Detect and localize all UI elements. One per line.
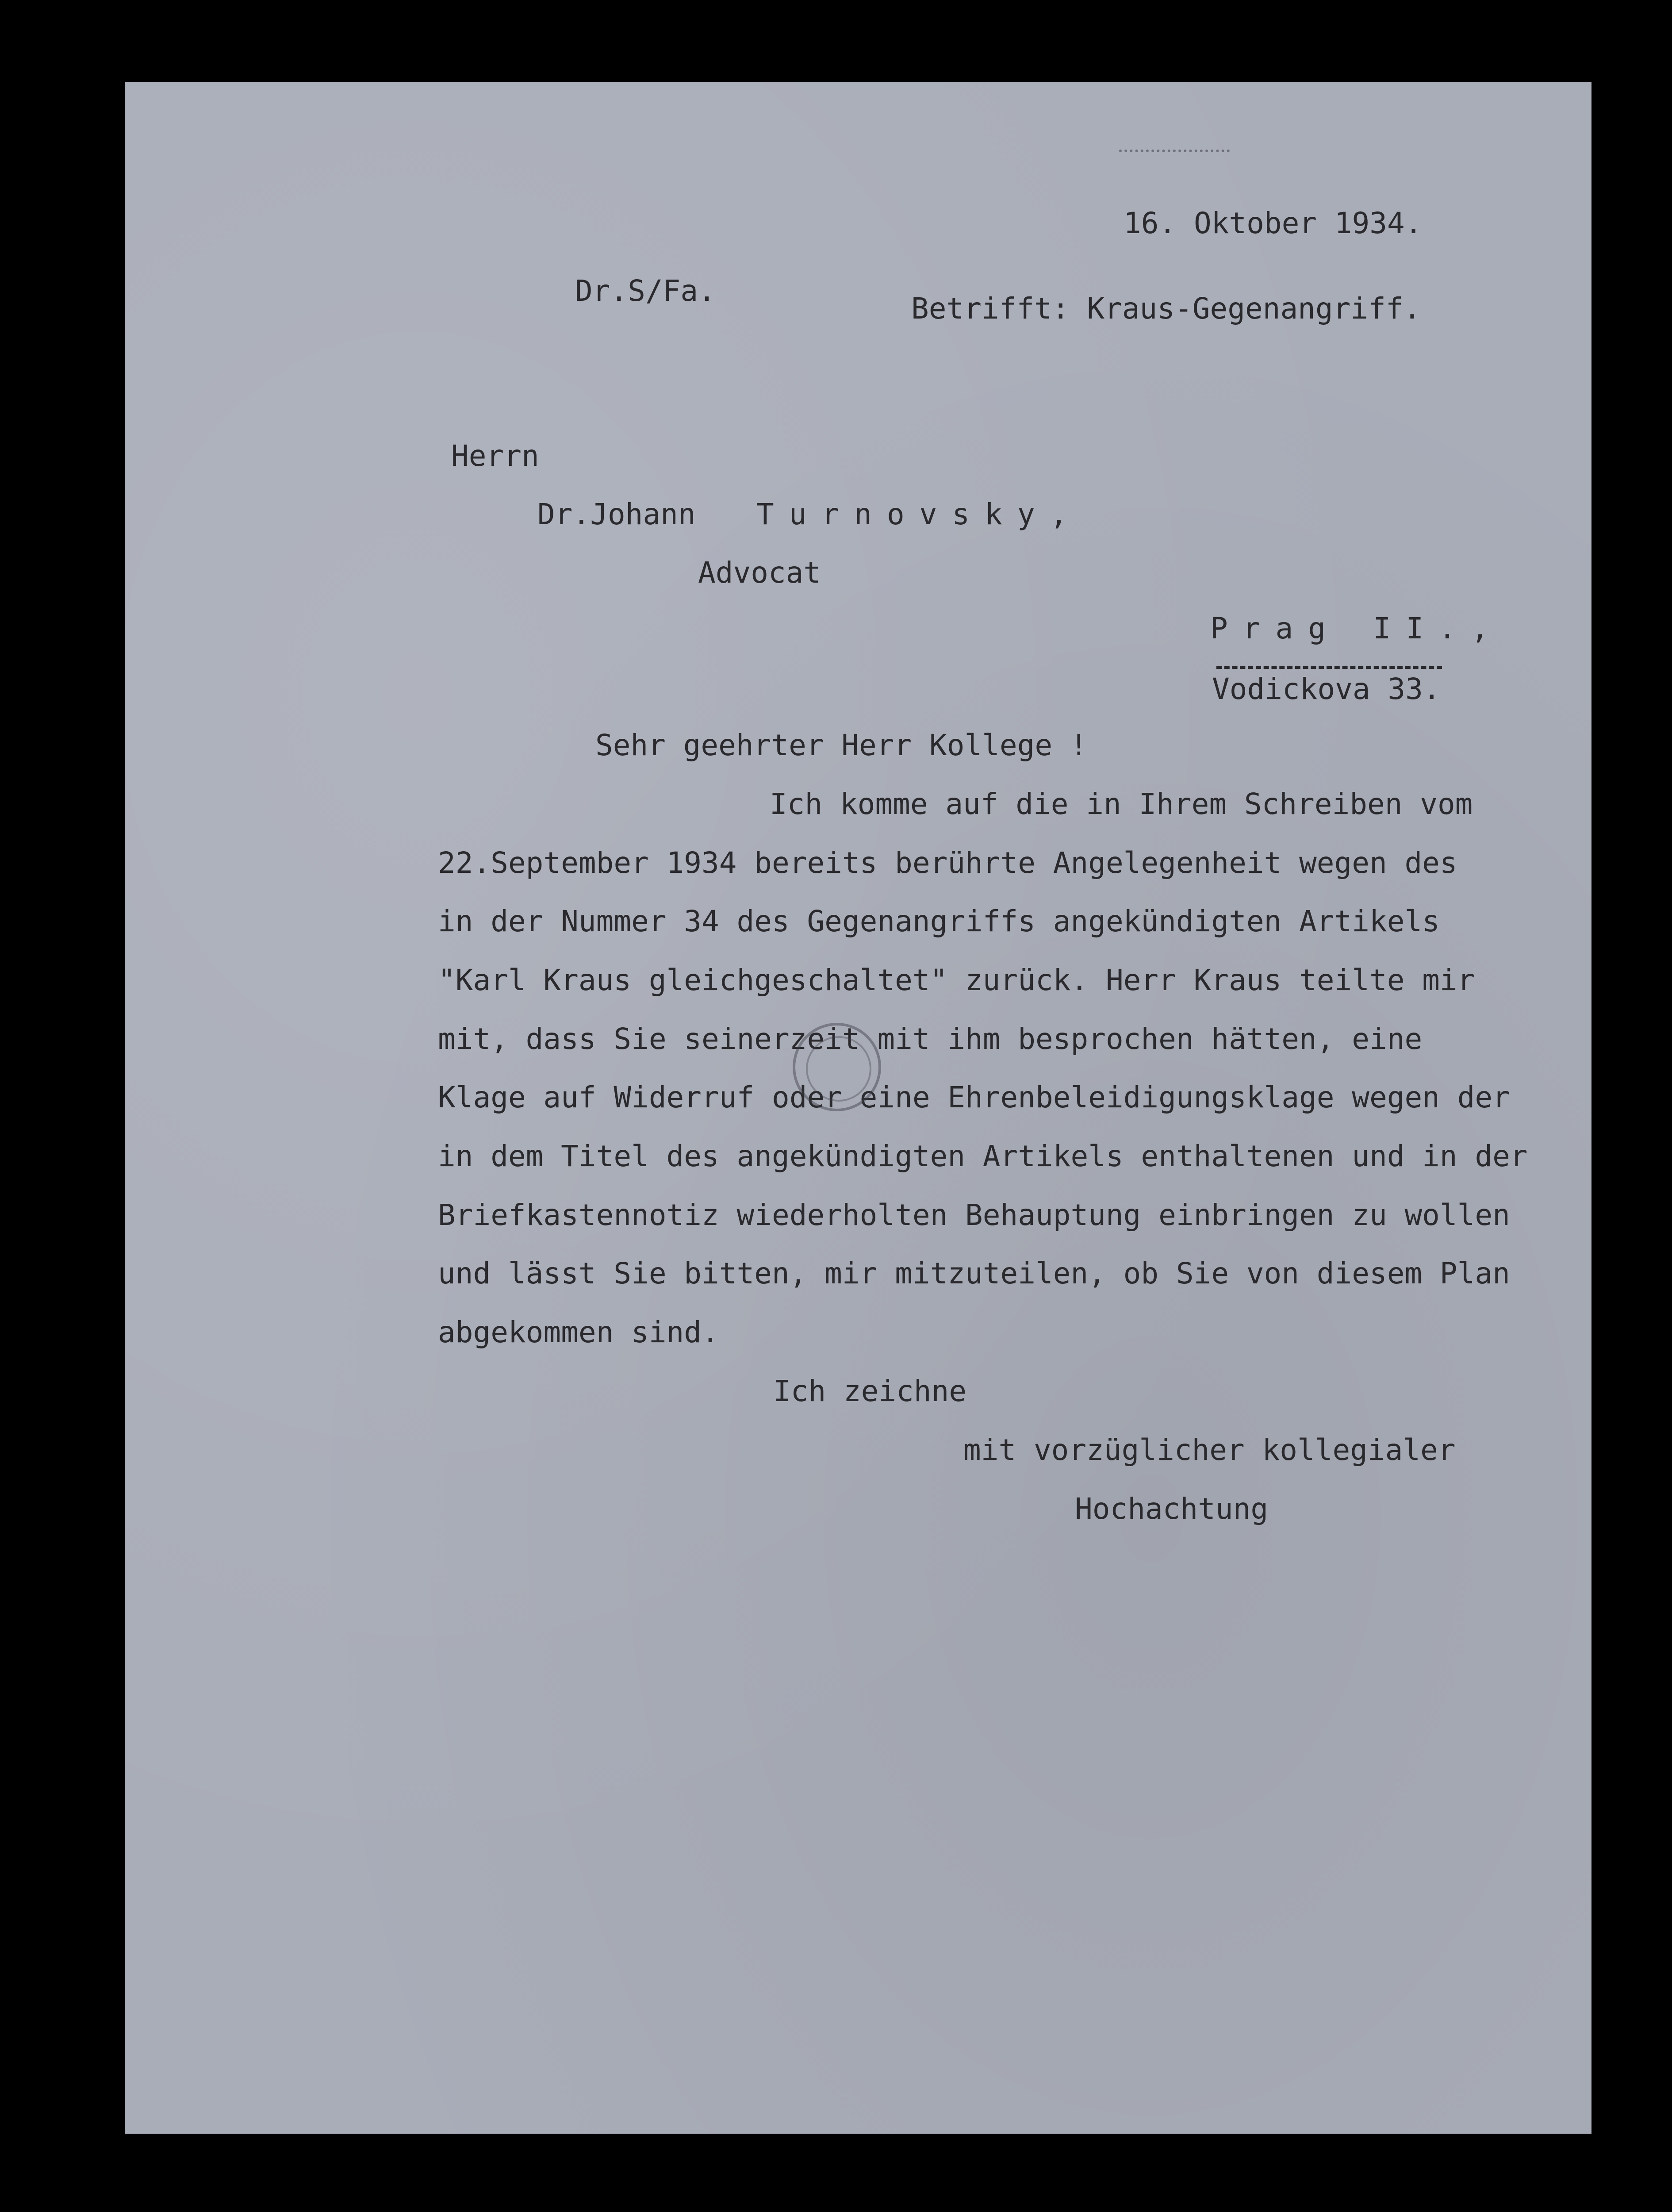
letter-date: 16. Oktober 1934. bbox=[1124, 206, 1423, 240]
body-line: Ich komme auf die in Ihrem Schreiben vom bbox=[770, 787, 1473, 821]
body-line: "Karl Kraus gleichgeschaltet" zurück. Herr Kraus teilte mir bbox=[438, 963, 1475, 997]
closing-line-1: Ich zeichne bbox=[773, 1374, 967, 1408]
body-line: abgekommen sind. bbox=[438, 1315, 719, 1349]
closing-line-2: mit vorzüglicher kollegialer bbox=[963, 1433, 1456, 1467]
subject-line: Betrifft: Kraus-Gegenangriff. bbox=[911, 292, 1421, 326]
closing-line-3: Hochachtung bbox=[1075, 1492, 1269, 1526]
body-line: Klage auf Widerruf oder eine Ehrenbeleidigungsklage wegen der bbox=[438, 1080, 1510, 1114]
street-line: Vodickova 33. bbox=[1212, 672, 1441, 706]
recipient-last-name: Turnovsky, bbox=[756, 497, 1083, 531]
body-line: 22.September 1934 bereits berührte Angelegenheit wegen des bbox=[438, 846, 1457, 880]
body-line: in dem Titel des angekündigten Artikels enthaltenen und in der bbox=[438, 1139, 1528, 1173]
archive-stamp bbox=[793, 1023, 881, 1111]
city-underline bbox=[1216, 666, 1442, 669]
salutation-title: Herrn bbox=[451, 439, 539, 473]
city-line: Prag II., bbox=[1210, 611, 1504, 645]
body-line: Briefkastennotiz wiederholten Behauptung einbringen zu wollen bbox=[438, 1198, 1510, 1232]
greeting: Sehr geehrter Herr Kollege ! bbox=[595, 728, 1088, 762]
body-line: mit, dass Sie seinerzeit mit ihm besprochen hätten, eine bbox=[438, 1022, 1423, 1056]
reference-code: Dr.S/Fa. bbox=[575, 274, 716, 308]
body-line: in der Nummer 34 des Gegenangriffs angekündigten Artikels bbox=[438, 904, 1440, 938]
body-line: und lässt Sie bitten, mir mitzuteilen, ob Sie von diesem Plan bbox=[438, 1256, 1510, 1290]
recipient-first-name: Dr.Johann bbox=[537, 497, 696, 531]
recipient-role: Advocat bbox=[698, 556, 821, 590]
pencil-mark bbox=[1119, 150, 1230, 156]
